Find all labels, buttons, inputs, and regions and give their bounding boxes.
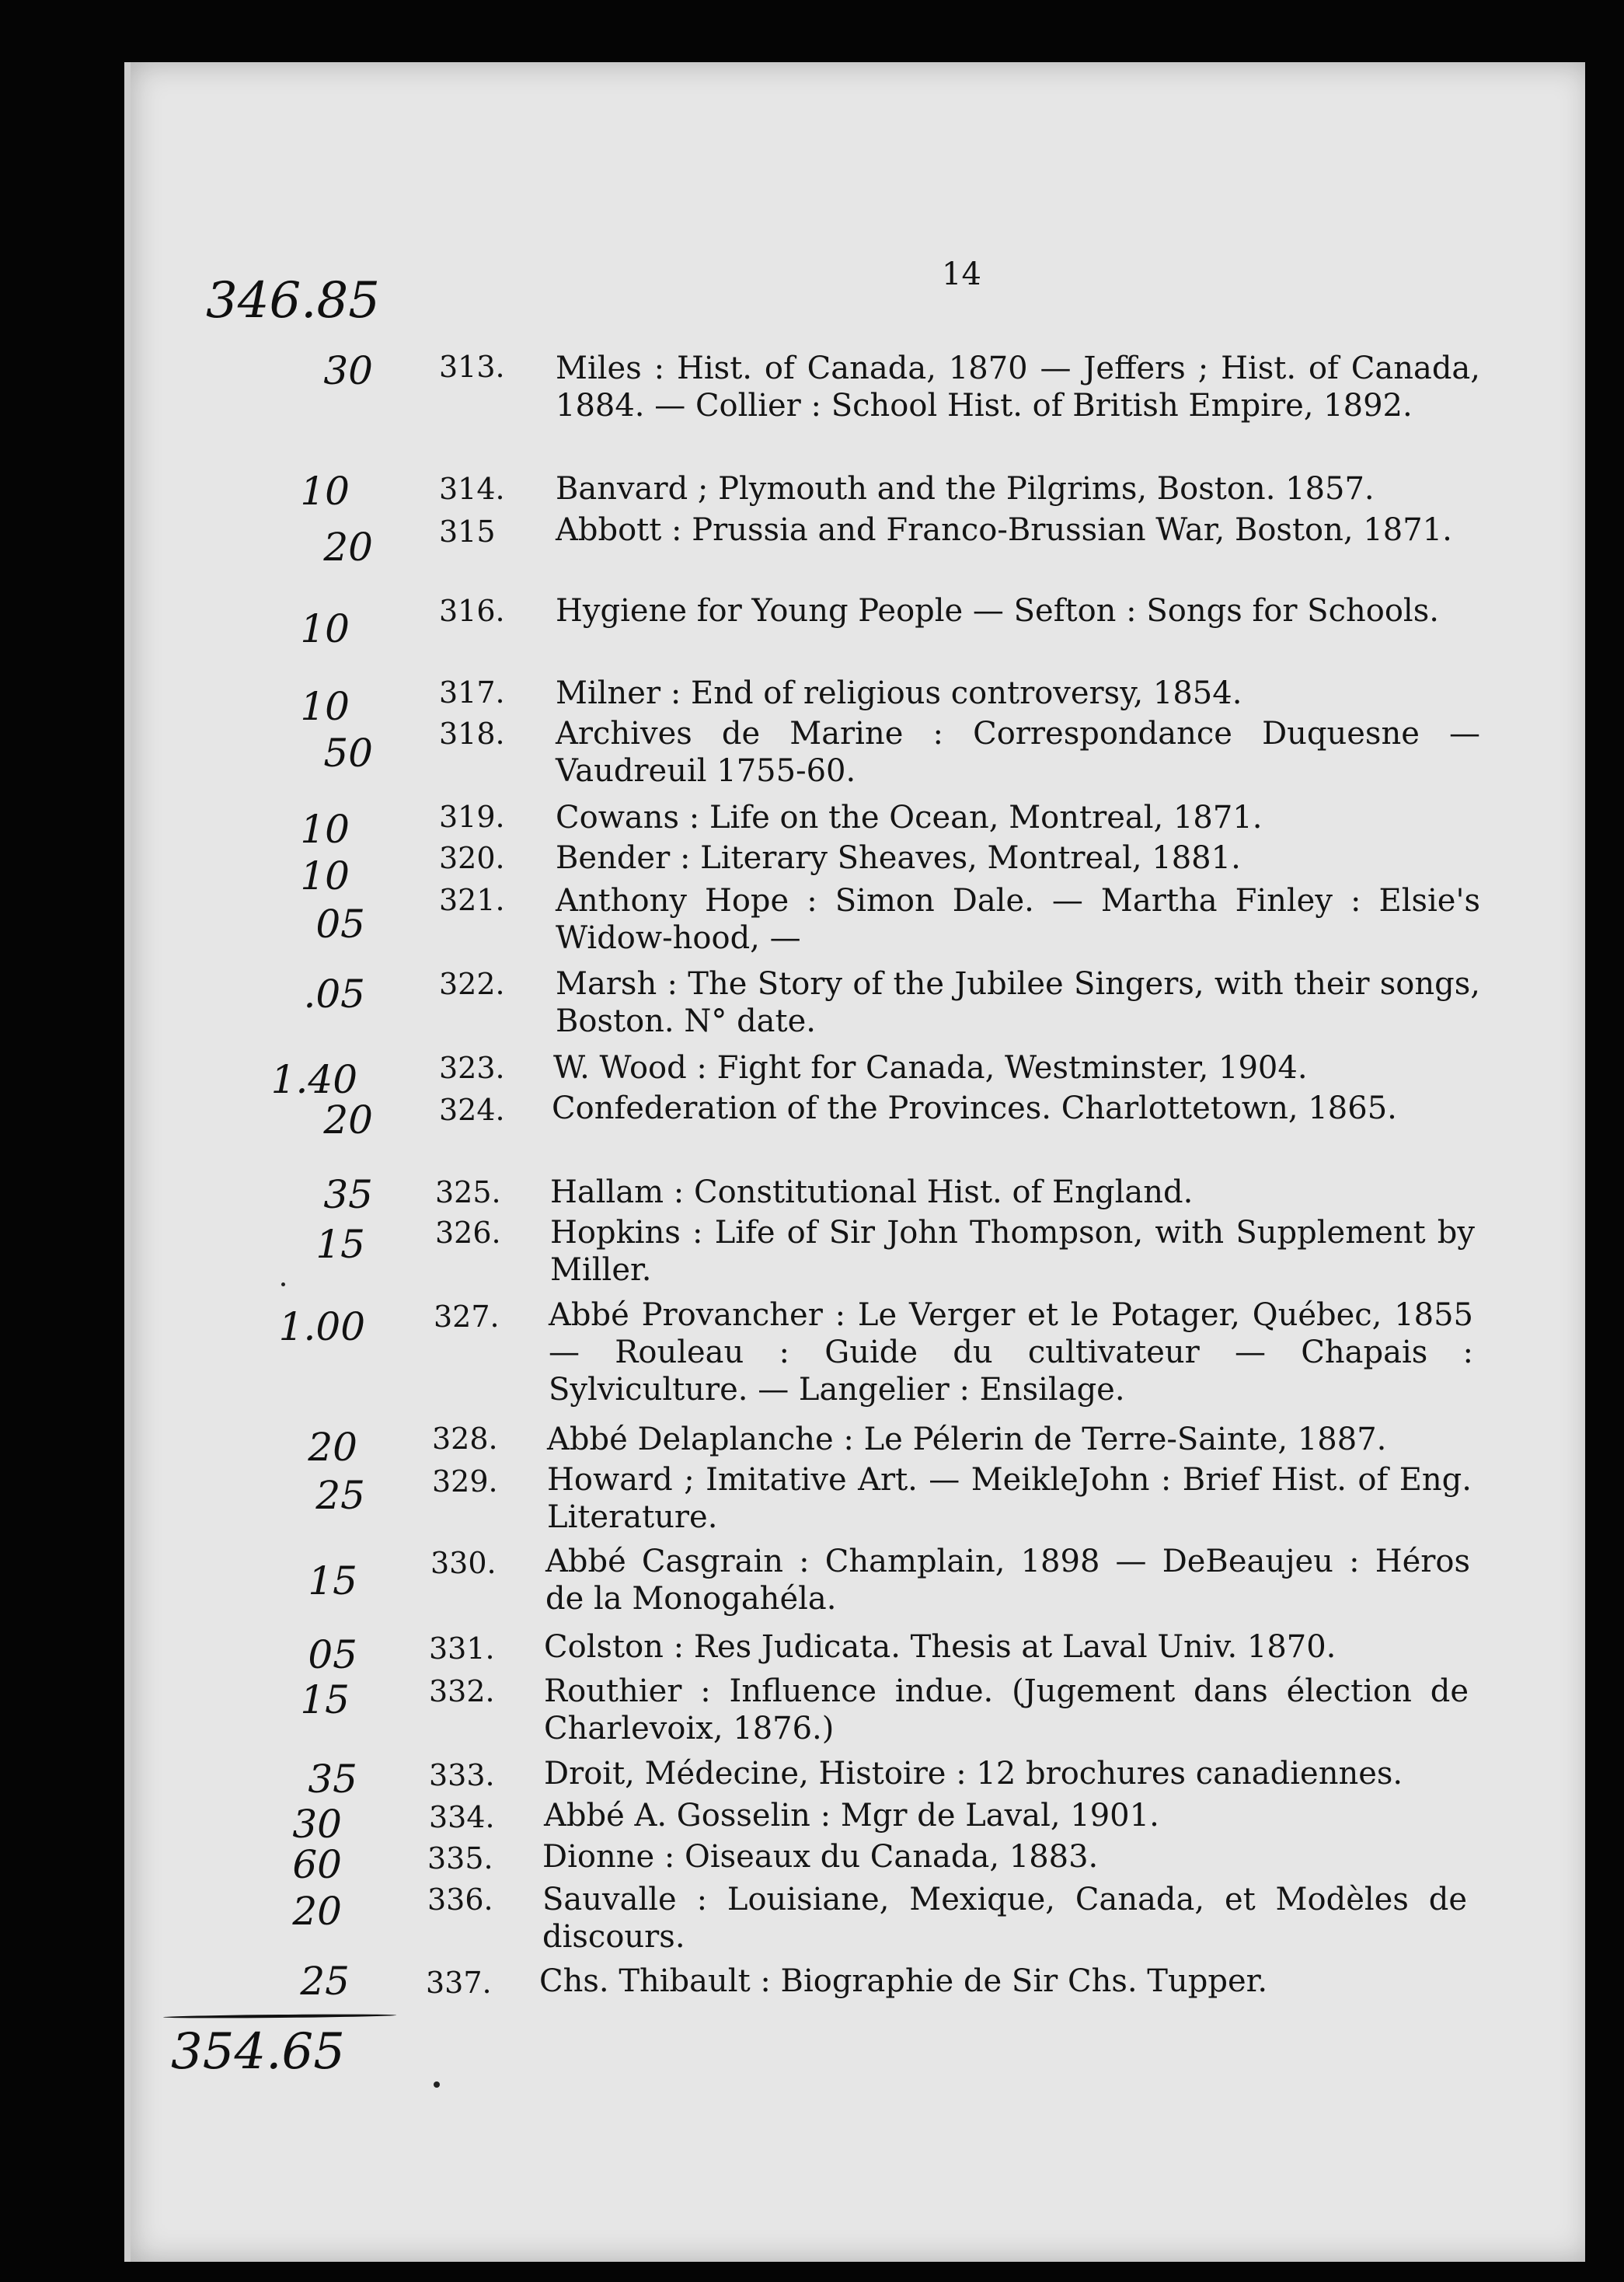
lot-number: 337.	[426, 1966, 492, 2000]
lot-number: 331.	[429, 1631, 495, 1666]
lot-number: 335.	[427, 1841, 493, 1875]
lot-description: Dionne : Oiseaux du Canada, 1883.	[542, 1839, 1099, 1875]
lot-number: 319.	[439, 800, 505, 834]
lot-description: Marsh : The Story of the Jubilee Singers, with their songs, Boston. N° date.	[556, 966, 1480, 1039]
lot-description: Abbott : Prussia and Franco-Brussian War, Boston, 1871.	[556, 512, 1452, 548]
price-amount: 30	[323, 348, 373, 393]
price-amount: 25	[300, 1959, 350, 2004]
price-amount: 30	[292, 1802, 342, 1847]
lot-description: Abbé Provancher : Le Verger et le Potager, Québec, 1855 — Rouleau : Guide du cultivateur — Chapais : Sylviculture. — Langelier : Ensilage.	[549, 1297, 1473, 1408]
lot-description: Banvard ; Plymouth and the Pilgrims, Boston. 1857.	[556, 471, 1375, 507]
price-amount: 20	[323, 1097, 373, 1143]
price-amount: 60	[292, 1842, 342, 1887]
price-amount: 20	[292, 1889, 342, 1934]
lot-number: 316.	[439, 594, 505, 628]
page-number: 14	[942, 256, 981, 292]
price-amount: 05	[315, 902, 365, 947]
lot-description: Howard ; Imitative Art. — MeikleJohn : Brief Hist. of Eng. Literature.	[547, 1462, 1472, 1535]
price-amount: 15	[315, 1222, 365, 1267]
lot-number: 321.	[439, 883, 505, 917]
running-total: 354.65	[171, 2023, 345, 2081]
lot-number: 313.	[439, 350, 505, 384]
lot-description: Anthony Hope : Simon Dale. — Martha Finley : Elsie's Widow-hood, —	[556, 883, 1480, 956]
lot-number: 315	[439, 515, 496, 549]
price-amount: 05	[308, 1632, 357, 1677]
lot-description: Hygiene for Young People — Sefton : Songs for Schools.	[556, 593, 1439, 629]
lot-description: W. Wood : Fight for Canada, Westminster, 1904.	[553, 1050, 1308, 1086]
lot-description: Abbé Delaplanche : Le Pélerin de Terre-Sainte, 1887.	[547, 1422, 1387, 1457]
price-amount: 35	[308, 1757, 357, 1802]
lot-number: 325.	[435, 1175, 501, 1209]
lot-description: Colston : Res Judicata. Thesis at Laval Univ. 1870.	[544, 1629, 1336, 1665]
price-amount: 35	[323, 1172, 373, 1217]
lot-description: Routhier : Influence indue. (Jugement dans élection de Charlevoix, 1876.)	[544, 1673, 1469, 1746]
lot-description: Chs. Thibault : Biographie de Sir Chs. Tupper.	[539, 1963, 1268, 1999]
lot-description: Hallam : Constitutional Hist. of England.	[550, 1174, 1194, 1210]
lot-number: 322.	[439, 967, 505, 1001]
price-amount: 50	[323, 731, 373, 776]
price-amount: 10	[300, 606, 350, 651]
price-amount: 1.00	[278, 1304, 365, 1349]
lot-number: 332.	[429, 1674, 495, 1708]
lot-description: Sauvalle : Louisiane, Mexique, Canada, et Modèles de discours.	[542, 1882, 1467, 1955]
lot-number: 320.	[439, 841, 505, 875]
lot-number: 326.	[435, 1216, 501, 1250]
lot-number: 334.	[429, 1800, 495, 1834]
lot-number: 330.	[430, 1546, 497, 1580]
price-amount: 20	[308, 1425, 357, 1470]
price-amount: 25	[315, 1473, 365, 1518]
lot-description: Hopkins : Life of Sir John Thompson, with Supplement by Miller.	[550, 1215, 1475, 1288]
lot-description: Confederation of the Provinces. Charlottetown, 1865.	[552, 1090, 1397, 1126]
lot-number: 323.	[439, 1051, 505, 1085]
price-amount: 10	[300, 807, 350, 852]
price-amount: 10	[300, 853, 350, 898]
price-amount: .05	[303, 972, 365, 1017]
lot-number: 317.	[439, 675, 505, 710]
lot-description: Cowans : Life on the Ocean, Montreal, 1871.	[556, 800, 1263, 836]
lot-description: Archives de Marine : Correspondance Duquesne — Vaudreuil 1755-60.	[556, 716, 1480, 789]
lot-number: 314.	[439, 472, 505, 506]
price-amount: 10	[300, 469, 350, 514]
lot-number: 333.	[429, 1758, 495, 1792]
lot-description: Miles : Hist. of Canada, 1870 — Jeffers ; Hist. of Canada, 1884. — Collier : School Hist. of British Empire, 1892.	[556, 351, 1480, 424]
lot-number: 324.	[439, 1093, 505, 1127]
price-amount: 20	[323, 525, 373, 570]
ink-speck	[281, 1282, 285, 1286]
price-amount: 1.40	[270, 1057, 357, 1102]
lot-number: 327.	[434, 1300, 500, 1334]
lot-description: Milner : End of religious controversy, 1854.	[556, 675, 1242, 711]
ink-speck	[434, 2081, 440, 2088]
price-amount: 15	[308, 1558, 357, 1603]
price-amount: 10	[300, 684, 350, 729]
carried-forward-total: 346.85	[206, 272, 380, 330]
lot-number: 318.	[439, 717, 505, 751]
lot-description: Abbé Casgrain : Champlain, 1898 — DeBeaujeu : Héros de la Monogahéla.	[545, 1544, 1470, 1617]
lot-number: 336.	[427, 1882, 493, 1917]
lot-description: Bender : Literary Sheaves, Montreal, 1881.	[556, 840, 1241, 876]
lot-number: 328.	[432, 1422, 498, 1456]
lot-number: 329.	[432, 1464, 498, 1499]
lot-description: Abbé A. Gosselin : Mgr de Laval, 1901.	[544, 1798, 1159, 1834]
lot-description: Droit, Médecine, Histoire : 12 brochures canadiennes.	[544, 1756, 1403, 1792]
price-amount: 15	[300, 1677, 350, 1722]
